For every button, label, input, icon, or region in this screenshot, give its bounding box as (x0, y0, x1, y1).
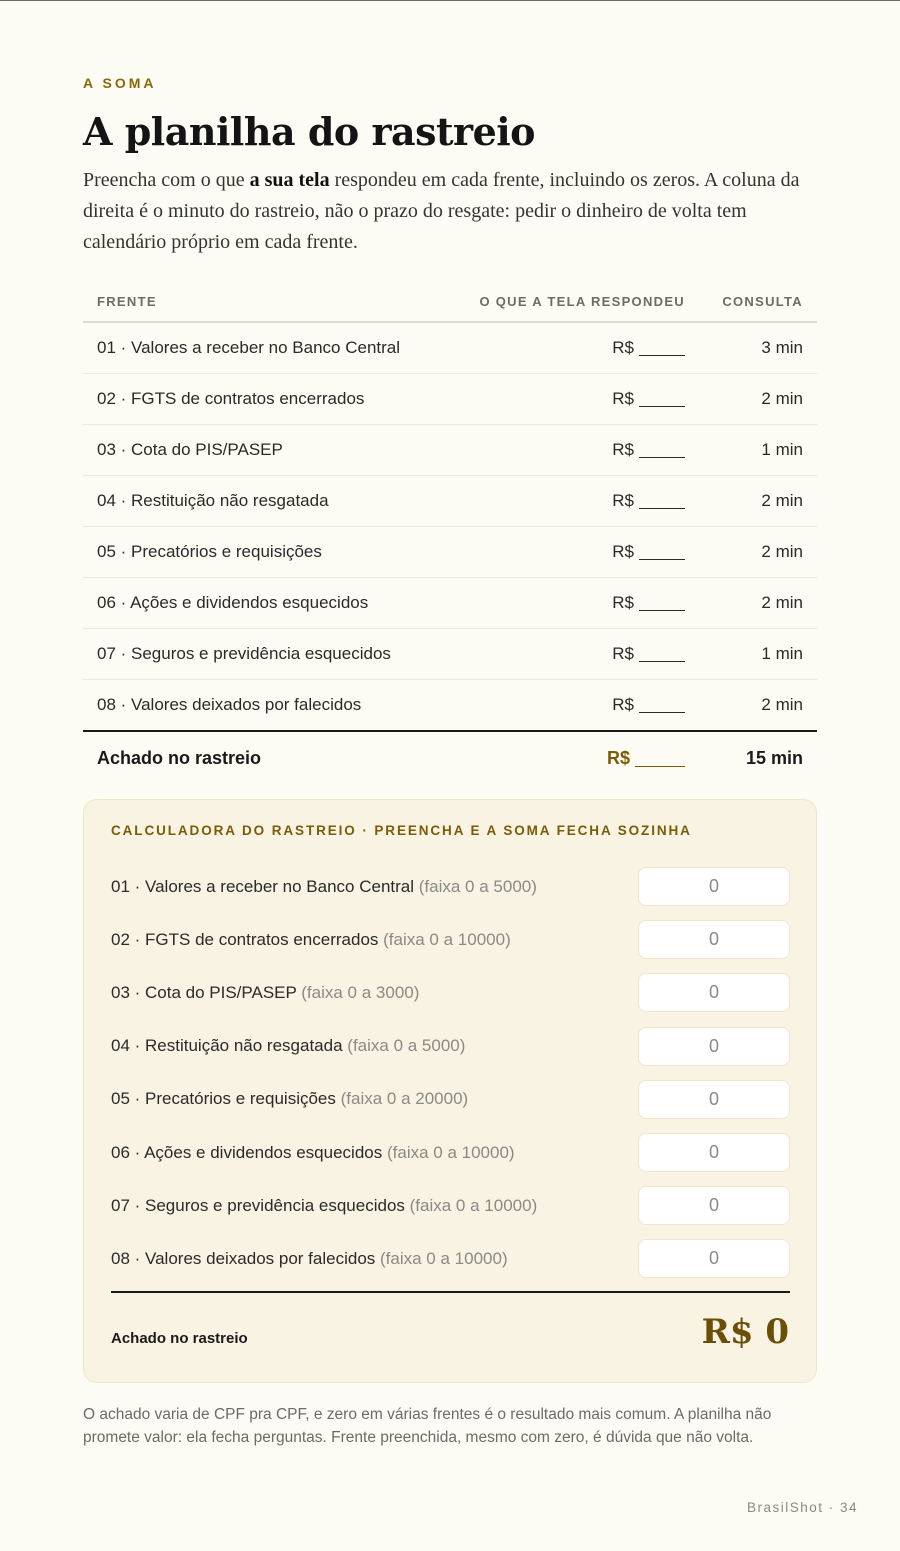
lead-paragraph (83, 165, 817, 258)
calculator-value-input[interactable]: 0 (638, 1239, 790, 1278)
calculator-row (111, 966, 790, 1019)
calculator-value-input[interactable]: 0 (638, 920, 790, 959)
row-time: 2 min (761, 542, 803, 561)
calculator-row-label (111, 1143, 515, 1163)
row-frente: 05 · Precatórios e requisições (97, 542, 322, 561)
row-value-cell (455, 491, 685, 511)
calculator-divider (111, 1291, 790, 1293)
row-value-cell (455, 644, 685, 664)
table-row (83, 425, 817, 476)
calculator-row-name: 02 · FGTS de contratos encerrados (111, 929, 379, 949)
total-currency: R$ (606, 747, 630, 768)
table-row (83, 629, 817, 680)
calculator-row-range: (faixa 0 a 3000) (301, 982, 420, 1002)
table-header (83, 281, 817, 323)
calculator-row-range: (faixa 0 a 5000) (347, 1036, 466, 1056)
row-blank-line (639, 392, 685, 407)
table-row (83, 680, 817, 732)
calculator-row (111, 1232, 790, 1285)
total-value-cell (455, 748, 685, 769)
row-currency: R$ (612, 542, 634, 561)
row-currency: R$ (612, 389, 634, 408)
calculator-row (111, 1179, 790, 1232)
calculator-row-name: 01 · Valores a receber no Banco Central (111, 876, 415, 896)
calculator-row (111, 860, 790, 913)
calculator-row-name: 07 · Seguros e previdência esquecidos (111, 1195, 405, 1215)
row-frente: 01 · Valores a receber no Banco Central (97, 338, 401, 357)
calculator-row-range: (faixa 0 a 5000) (418, 876, 537, 896)
calculator-row-label (111, 1089, 468, 1109)
calculator-row-name: 03 · Cota do PIS/PASEP (111, 982, 297, 1002)
footnote: O achado varia de CPF pra CPF, e zero em várias frentes é o resultado mais comum. A planilha não promete valor: ela fecha perguntas. Frente preenchida, mesmo com zero, é dúvida que não volta. (83, 1406, 772, 1446)
row-frente: 06 · Ações e dividendos esquecidos (97, 593, 369, 612)
calculator-row (111, 1020, 790, 1073)
row-blank-line (639, 341, 685, 356)
calculator-total-value: R$ 0 (701, 1312, 789, 1352)
calculator-row (111, 913, 790, 966)
row-currency: R$ (612, 491, 634, 510)
row-frente: 08 · Valores deixados por falecidos (97, 695, 362, 714)
row-value-cell (455, 542, 685, 562)
calculator-value-input[interactable]: 0 (638, 1080, 790, 1119)
row-currency: R$ (612, 440, 634, 459)
total-blank-line (635, 752, 685, 767)
row-blank-line (639, 698, 685, 713)
calculator-row-label (111, 1249, 508, 1269)
row-time: 1 min (761, 440, 803, 459)
calculator-card (83, 799, 817, 1383)
lead-text-after: respondeu em cada frente, incluindo os zeros. A coluna da direita é o minuto do rastreio, não o prazo do resgate: pedir o dinheiro de volta tem calendário próprio em cada frente. (83, 169, 800, 253)
table-body (83, 323, 817, 732)
calculator-row-range: (faixa 0 a 10000) (383, 929, 511, 949)
calculator-row-label (111, 983, 419, 1003)
row-value-cell (455, 338, 685, 358)
row-time: 2 min (761, 389, 803, 408)
calculator-value-input[interactable]: 0 (638, 973, 790, 1012)
calculator-total-label: Achado no rastreio (111, 1330, 248, 1347)
row-frente: 03 · Cota do PIS/PASEP (97, 440, 283, 459)
calculator-row-name: 08 · Valores deixados por falecidos (111, 1248, 376, 1268)
header-resposta: O QUE A TELA RESPONDEU (479, 293, 685, 309)
section-eyebrow: A SOMA (83, 75, 157, 91)
calculator-value-input[interactable]: 0 (638, 1027, 790, 1066)
row-value-cell (455, 695, 685, 715)
calculator-row-label (111, 877, 537, 897)
row-currency: R$ (612, 695, 634, 714)
row-blank-line (639, 494, 685, 509)
calculator-row-range: (faixa 0 a 10000) (386, 1142, 515, 1162)
total-time: 15 min (745, 747, 803, 768)
table-total-row (83, 732, 817, 784)
calculator-title: CALCULADORA DO RASTREIO · PREENCHA E A SOMA FECHA SOZINHA (111, 823, 692, 838)
lead-text-bold: a sua tela (249, 169, 330, 191)
row-frente: 02 · FGTS de contratos encerrados (97, 389, 365, 408)
calculator-row-range: (faixa 0 a 10000) (409, 1195, 538, 1215)
total-label: Achado no rastreio (97, 747, 262, 768)
row-time: 1 min (761, 644, 803, 663)
calculator-row-name: 06 · Ações e dividendos esquecidos (111, 1142, 383, 1162)
row-value-cell (455, 440, 685, 460)
calculator-row-name: 04 · Restituição não resgatada (111, 1036, 343, 1056)
table-row (83, 578, 817, 629)
calculator-row-label (111, 1196, 537, 1216)
row-value-cell (455, 593, 685, 613)
table-row (83, 374, 817, 425)
calculator-row-range: (faixa 0 a 20000) (340, 1089, 469, 1109)
row-blank-line (639, 545, 685, 560)
header-consulta: CONSULTA (722, 293, 803, 309)
row-frente: 04 · Restituição não resgatada (97, 491, 329, 510)
table-row (83, 476, 817, 527)
table-row (83, 527, 817, 578)
row-currency: R$ (612, 593, 634, 612)
row-blank-line (639, 596, 685, 611)
row-blank-line (639, 647, 685, 662)
row-time: 2 min (761, 695, 803, 714)
calculator-row-label (111, 1036, 465, 1056)
calculator-row-label (111, 930, 511, 950)
calculator-value-input[interactable]: 0 (638, 1133, 790, 1172)
page-title: A planilha do rastreio (83, 109, 536, 154)
row-time: 3 min (761, 338, 803, 357)
tracking-table (83, 281, 817, 784)
calculator-value-input[interactable]: 0 (638, 867, 790, 906)
calculator-row-name: 05 · Precatórios e requisições (111, 1089, 336, 1109)
calculator-value-input[interactable]: 0 (638, 1186, 790, 1225)
row-value-cell (455, 389, 685, 409)
row-blank-line (639, 443, 685, 458)
calculator-row (111, 1126, 790, 1179)
calculator-row (111, 1073, 790, 1126)
lead-text-before: Preencha com o que (83, 169, 250, 191)
row-time: 2 min (761, 491, 803, 510)
row-currency: R$ (612, 644, 634, 663)
calculator-rows (111, 860, 790, 1286)
page-footer: BrasilShot · 34 (746, 1500, 858, 1515)
table-row (83, 323, 817, 374)
row-frente: 07 · Seguros e previdência esquecidos (97, 644, 391, 663)
header-frente: FRENTE (97, 293, 157, 309)
row-currency: R$ (612, 338, 634, 357)
calculator-row-range: (faixa 0 a 10000) (380, 1248, 508, 1268)
row-time: 2 min (761, 593, 803, 612)
